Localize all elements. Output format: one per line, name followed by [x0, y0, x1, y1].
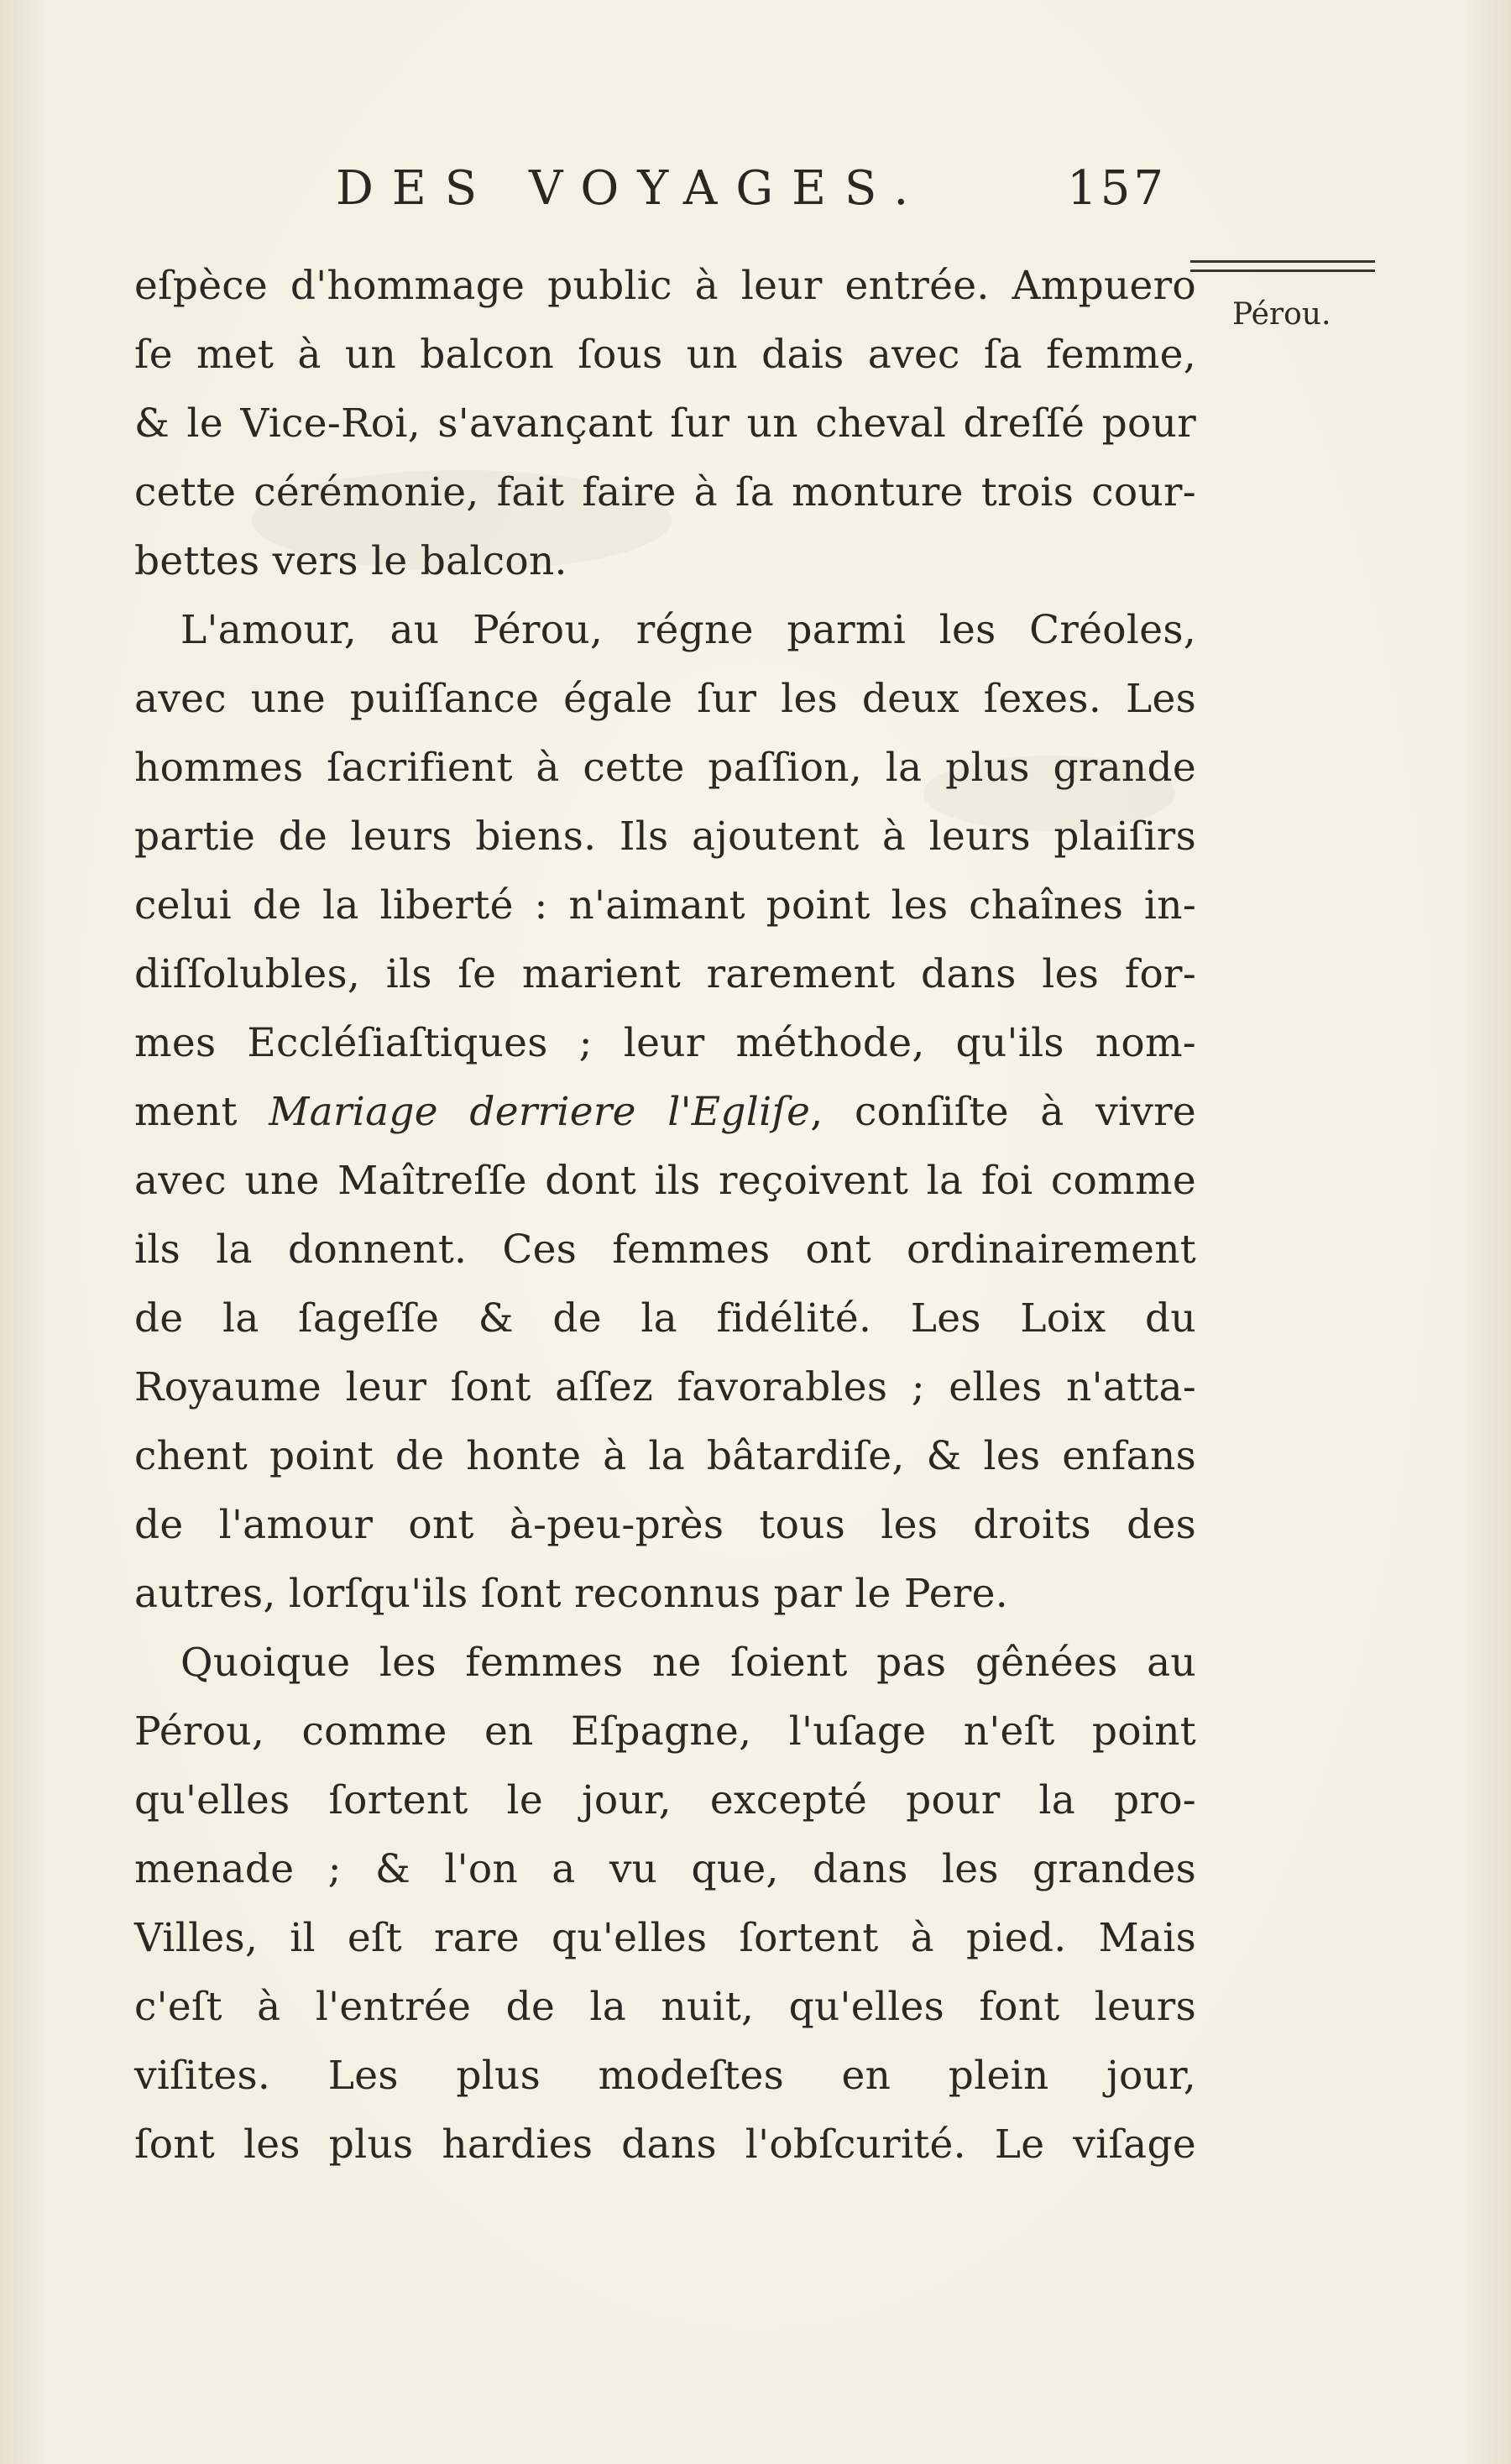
text-line: de l'amour ont à-peu-près tous les droits des	[134, 1502, 1196, 1548]
text-line: celui de la liberté : n'aimant point les chaînes in-	[134, 882, 1196, 929]
margin-rule	[1190, 260, 1375, 272]
text-line: de la ſageſſe & de la fidélité. Les Loix du	[134, 1295, 1196, 1342]
text-line: Royaume leur ſont aſſez favorables ; elles n'atta-	[134, 1364, 1196, 1410]
italic-phrase: Mariage derriere l'Egliſe	[269, 1089, 811, 1135]
text-line: Quoique les femmes ne ſoient pas gênées au	[180, 1640, 1196, 1686]
margin-label: Pérou.	[1232, 297, 1331, 332]
text-line: Villes, il eſt rare qu'elles ſortent à pied. Mais	[134, 1915, 1196, 1961]
text-line: avec une Maîtreſſe dont ils reçoivent la foi comme	[134, 1158, 1196, 1204]
text-line: c'eſt à l'entrée de la nuit, qu'elles font leurs	[134, 1984, 1196, 2030]
text-line: ſe met à un balcon ſous un dais avec ſa femme,	[134, 332, 1196, 378]
text-line: menade ; & l'on a vu que, dans les grandes	[134, 1846, 1196, 1892]
text-line: chent point de honte à la bâtardiſe, & les enfans	[134, 1433, 1196, 1479]
text-line: avec une puiſſance égale ſur les deux ſexes. Les	[134, 676, 1196, 722]
text-line: ſont les plus hardies dans l'obſcurité. Le viſage	[134, 2121, 1196, 2168]
text-line: autres, lorſqu'ils ſont reconnus par le Pere.	[134, 1571, 1008, 1617]
text-line: L'amour, au Pérou, régne parmi les Créoles,	[180, 607, 1196, 653]
text-line: qu'elles ſortent le jour, excepté pour la pro-	[134, 1777, 1196, 1823]
text-line: Pérou, comme en Eſpagne, l'uſage n'eſt point	[134, 1708, 1196, 1755]
running-head	[134, 161, 1167, 220]
text-line: eſpèce d'hommage public à leur entrée. Ampuero	[134, 263, 1196, 309]
text-line: hommes ſacrifient à cette paſſion, la plus grande	[134, 745, 1196, 791]
text-line: cette cérémonie, fait faire à ſa monture trois cour-	[134, 469, 1196, 515]
body-text	[134, 252, 1196, 2179]
text-line: viſites. Les plus modeſtes en plein jour,	[134, 2053, 1196, 2099]
text-line: & le Vice-Roi, s'avançant ſur un cheval dreſſé pour	[134, 400, 1196, 447]
page-number: 157	[1067, 161, 1167, 216]
text-line: partie de leurs biens. Ils ajoutent à leurs plaiſirs	[134, 813, 1196, 860]
text-line: ment Mariage derriere l'Egliſe, conſiſte à vivre	[134, 1089, 1197, 1135]
running-title: DES VOYAGES.	[336, 161, 928, 216]
text-line: diſſolubles, ils ſe marient rarement dans les for-	[134, 951, 1196, 997]
text-line: mes Eccléſiaſtiques ; leur méthode, qu'ils nom-	[134, 1020, 1196, 1066]
text-line: ils la donnent. Ces femmes ont ordinairement	[134, 1227, 1196, 1273]
margin-note	[1190, 260, 1392, 332]
text-line: bettes vers le balcon.	[134, 538, 567, 584]
